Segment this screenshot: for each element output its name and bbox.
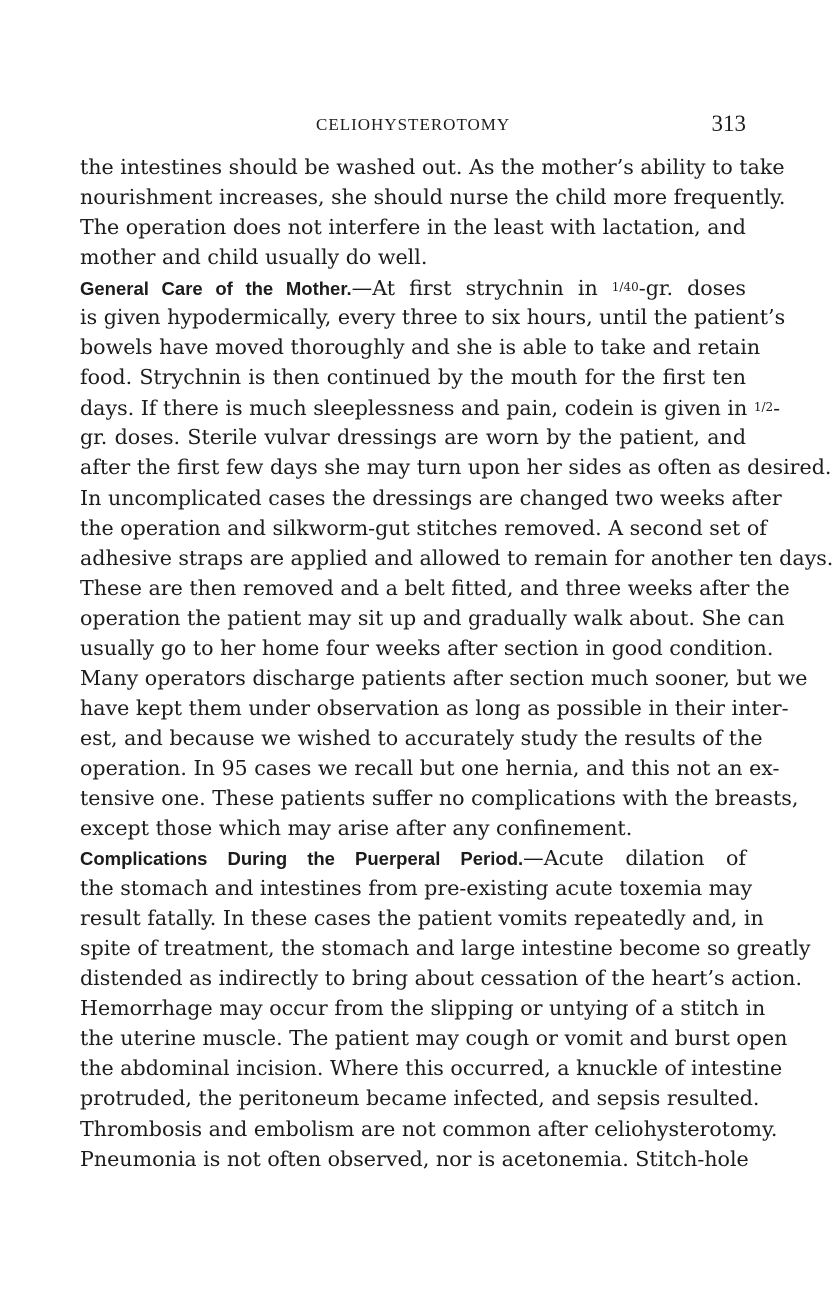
text-line: Hemorrhage may occur from the slipping or untying of a stitch in (80, 996, 766, 1021)
text-line: bowels have moved thoroughly and she is able to take and retain (80, 335, 761, 360)
text-run: - (773, 396, 781, 421)
text-line (80, 392, 781, 422)
text-line: These are then removed and a belt fitted, and three weeks after the (80, 575, 790, 600)
text-line: gr. doses. Sterile vulvar dressings are worn by the patient, and (80, 425, 746, 450)
text-line: protruded, the peritoneum became infected, and sepsis resulted. (80, 1086, 760, 1111)
text-line: the abdominal incision. Where this occurred, a knuckle of intestine (80, 1056, 783, 1081)
text-run: days. If there is much sleeplessness and pain, codein is given in (80, 396, 754, 421)
text-line: is given hypodermically, every three to six hours, until the patient’s (80, 305, 786, 330)
text-line: the operation and silkworm-gut stitches removed. A second set of (80, 515, 767, 540)
text-line: Pneumonia is not often observed, nor is acetonemia. Stitch-hole (80, 1146, 749, 1171)
text-run: -gr. doses (638, 276, 746, 301)
paragraph-first-line (80, 272, 746, 302)
text-line: result fatally. In these cases the patient vomits repeatedly and, in (80, 906, 764, 931)
text-line: mother and child usually do well. (80, 245, 428, 270)
text-line: tensive one. These patients suffer no complications with the breasts, (80, 785, 799, 810)
text-line: food. Strychnin is then continued by the mouth for the first ten (80, 365, 746, 390)
text-line: spite of treatment, the stomach and large intestine become so greatly (80, 936, 811, 961)
text-line: distended as indirectly to bring about cessation of the heart’s action. (80, 966, 802, 991)
paragraph-first-line (80, 843, 746, 873)
text-line: operation. In 95 cases we recall but one hernia, and this not an ex- (80, 755, 780, 780)
text-line: the uterine muscle. The patient may cough or vomit and burst open (80, 1026, 788, 1051)
running-head-title: CELIOHYSTEROTOMY (316, 115, 511, 134)
page-number: 313 (711, 111, 746, 136)
text-line: have kept them under observation as long as possible in their inter- (80, 695, 789, 720)
fraction: 1/2 (753, 400, 774, 415)
text-run: —Acute dilation of (523, 846, 746, 871)
text-line: nourishment increases, she should nurse the child more frequently. (80, 185, 786, 210)
text-run: —At first strychnin in (351, 276, 612, 301)
text-line: est, and because we wished to accurately study the results of the (80, 725, 763, 750)
text-line: Thrombosis and embolism are not common after celiohysterotomy. (80, 1116, 778, 1141)
section-heading-complications: Complications During the Puerperal Period. (80, 848, 524, 870)
text-line: operation the patient may sit up and gradually walk about. She can (80, 605, 785, 630)
text-line: usually go to her home four weeks after section in good condition. (80, 635, 774, 660)
text-line: the stomach and intestines from pre-existing acute toxemia may (80, 876, 753, 901)
text-line: except those which may arise after any confinement. (80, 816, 633, 841)
text-line: Many operators discharge patients after section much sooner, but we (80, 665, 808, 690)
text-line: The operation does not interfere in the least with lactation, and (80, 215, 746, 240)
text-line: the intestines should be washed out. As the mother’s ability to take (80, 155, 785, 179)
section-heading-general-care: General Care of the Mother. (80, 278, 352, 300)
body-text (80, 152, 833, 1174)
text-line: after the first few days she may turn upon her sides as often as desired. (80, 455, 832, 480)
text-line: adhesive straps are applied and allowed to remain for another ten days. (80, 545, 833, 570)
fraction: 1/40 (611, 280, 639, 295)
text-line: In uncomplicated cases the dressings are changed two weeks after (80, 485, 782, 510)
running-head (80, 111, 746, 141)
